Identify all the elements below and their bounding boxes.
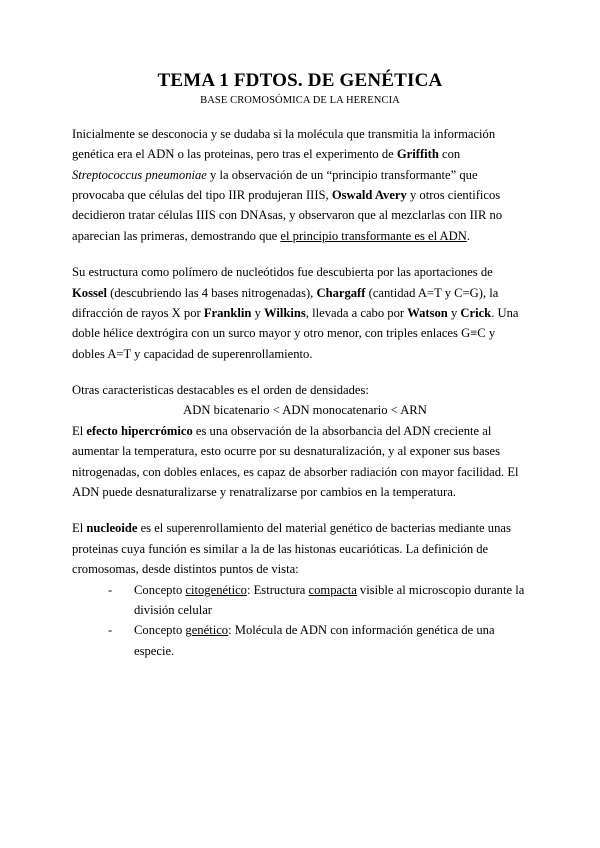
item2-text-2: : Molécula de ADN con información genética de una especie. — [134, 623, 495, 658]
item1-underline-1: citogenético — [185, 582, 247, 597]
concept-list — [72, 580, 528, 662]
p5-text-1: El — [72, 521, 87, 536]
p2-bold-wilkins: Wilkins — [264, 305, 306, 320]
p1-text-3: y la observación de un “principio transformante” que provocaba que células del tipo IIR produjeran IIIS, — [72, 167, 478, 202]
paragraph-5 — [72, 518, 528, 579]
paragraph-3-intro: Otras caracteristicas destacables es el orden de densidades: — [72, 383, 369, 398]
p2-bold-crick: Crick — [460, 305, 492, 320]
item2-text-1: Concepto — [134, 623, 186, 638]
density-order-line: ADN bicatenario < ADN monocatenario < ARN — [183, 403, 427, 418]
list-item — [108, 620, 528, 661]
item2-underline-1: genético — [185, 623, 229, 638]
p4-text-2: es una observación de la absorbancia del ADN creciente al aumentar la temperatura, esto ocurre por su desnaturalización, y al exponer sus bases nitrogenadas, con dobles enlaces, es capaz de absorber radiación con mayor facilidad. El ADN puede desnaturalizarse y renatralizarse por cambios en la temperatura. — [72, 423, 519, 500]
list-bullet-dash: - — [108, 623, 113, 638]
p1-text-1: Inicialmente se desconocia y se dudaba si la molécula que transmitia la información genética era el ADN o las proteinas, pero tras el experimento de — [72, 126, 496, 162]
item1-text-1: Concepto — [134, 582, 186, 597]
p1-text-5: . — [466, 228, 470, 243]
p1-bold-griffith: Griffith — [396, 147, 439, 162]
paragraph-4 — [72, 421, 528, 503]
p2-bold-kossel: Kossel — [72, 285, 107, 300]
p2-text-3: (cantidad A=T y C=G), la difracción de rayos X por — [72, 285, 499, 320]
item1-text-2: : Estructura — [246, 582, 309, 597]
p1-underline-conclusion: el principio transformante es el ADN — [280, 228, 467, 243]
p5-bold-nucleoide: nucleoide — [86, 521, 138, 536]
p4-bold-hipercromico: efecto hipercrómico — [86, 423, 193, 438]
p2-text-4: y — [251, 305, 265, 320]
item1-underline-2: compacta — [308, 582, 357, 597]
p1-text-4: y otros cientificos decidieron tratar células IIIS con DNAsas, y observaron que al mezclarlas con IIR no aparecian las primeras, demostrando que — [72, 187, 503, 243]
page-subtitle: BASE CROMOSÓMICA DE LA HERENCIA — [200, 94, 400, 106]
paragraph-2 — [72, 262, 528, 364]
p5-text-2: es el superenrollamiento del material genético de bacterias mediante unas proteinas cuya función es similar a la de las histonas eucarióticas. La definición de cromosomas, desde distintos puntos de vista: — [72, 521, 511, 577]
paragraph-1 — [72, 124, 528, 246]
p2-bold-franklin: Franklin — [203, 305, 252, 320]
p1-bold-avery: Oswald Avery — [331, 187, 407, 202]
p2-text-5: , llevada a cabo por — [305, 305, 408, 320]
p4-text-1: El — [72, 423, 87, 438]
p2-text-7: . Una doble hélice dextrógira con un surco mayor y otro menor, con triples enlaces G≡C y dobles A=T y capacidad de superenrollamiento. — [72, 305, 519, 361]
item1-text-3: visible al microscopio durante la división celular — [134, 582, 525, 617]
p2-text-6: y — [447, 305, 461, 320]
p1-italic-species: Streptococcus pneumoniae — [72, 167, 207, 182]
list-bullet-dash: - — [108, 582, 113, 597]
p2-text-2: (descubriendo las 4 bases nitrogenadas), — [106, 285, 317, 300]
p2-bold-watson: Watson — [407, 305, 448, 320]
page-title: TEMA 1 FDTOS. DE GENÉTICA — [157, 70, 443, 91]
list-item — [108, 580, 528, 621]
p2-text-1: Su estructura como polímero de nucleótidos fue descubierta por las aportaciones de — [72, 265, 493, 280]
p1-text-2: con — [438, 147, 461, 162]
p2-bold-chargaff: Chargaff — [316, 285, 366, 300]
